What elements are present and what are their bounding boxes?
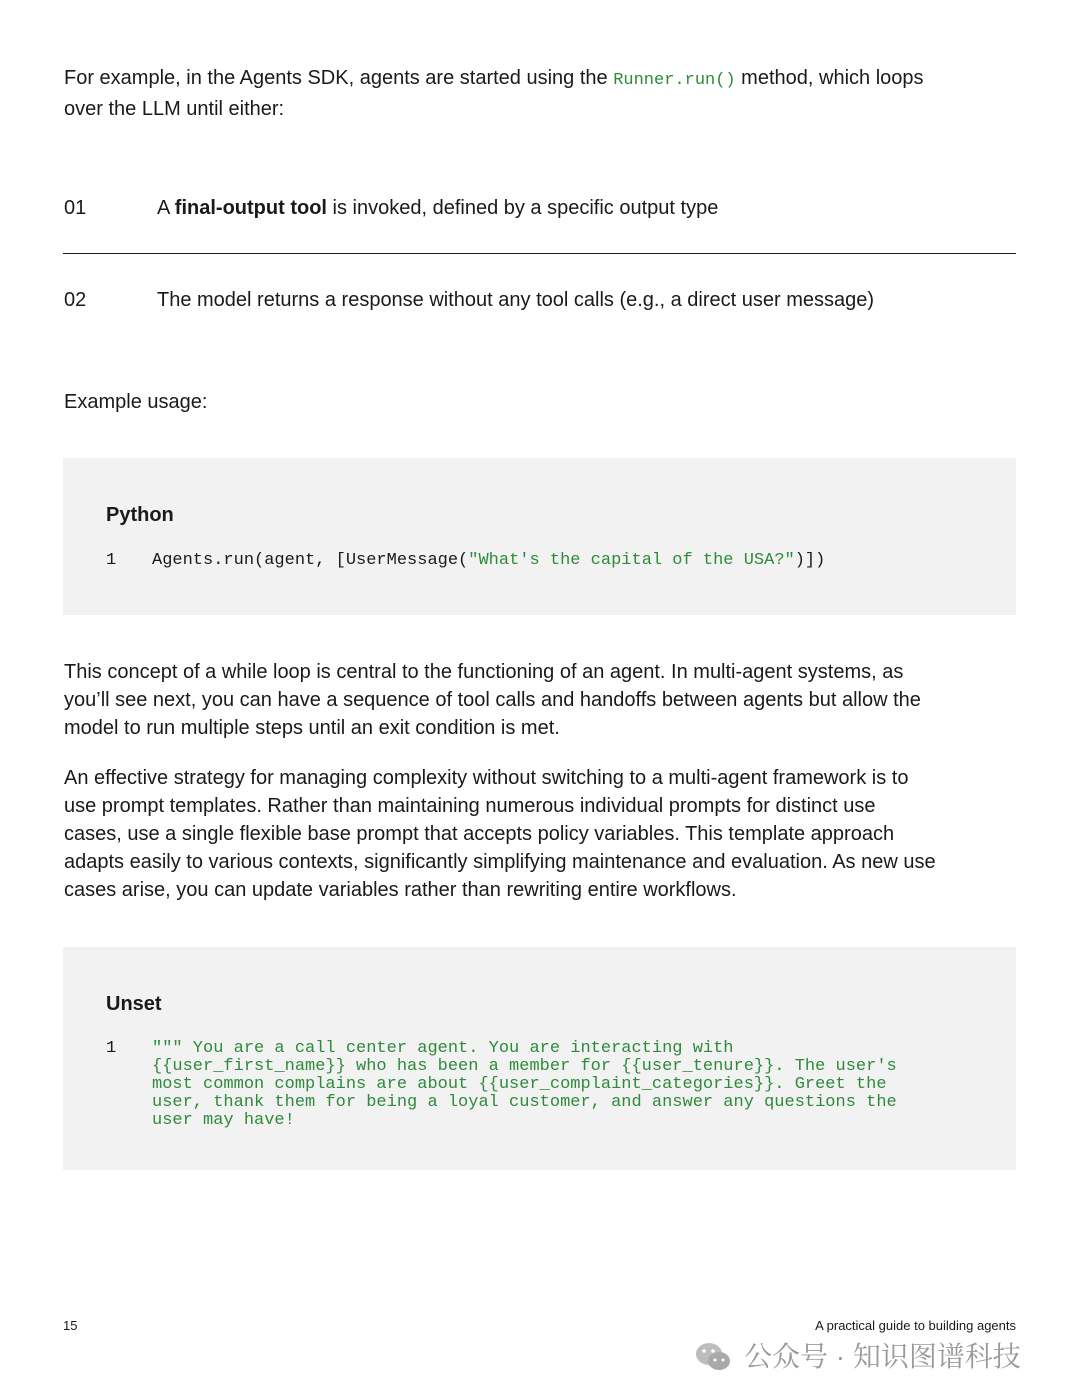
list-number-01: 01	[64, 197, 87, 219]
watermark-text: 公众号 · 知识图谱科技	[744, 1341, 1021, 1372]
code-template-line: most common complains are about {{user_complaint_categories}}. Greet the	[152, 1075, 887, 1094]
para2-line: cases, use a single flexible base prompt that accepts policy variables. This template approach	[64, 823, 895, 845]
para2-line: An effective strategy for managing complexity without switching to a multi-agent framework is to	[64, 767, 909, 789]
footer-title: A practical guide to building agents	[815, 1318, 1016, 1333]
inline-code-runner-run: Runner.run()	[613, 71, 736, 90]
code-line-number: 1	[106, 1039, 117, 1058]
para1-line: you’ll see next, you can have a sequence of tool calls and handoffs between agents but allow the	[64, 689, 921, 711]
code-language-label: Unset	[106, 993, 162, 1015]
para2-line: cases arise, you can update variables rather than rewriting entire workflows.	[64, 879, 737, 901]
example-usage-label: Example usage:	[64, 391, 208, 413]
code-template-text	[152, 1040, 897, 1130]
code-block-unset	[63, 947, 1016, 1170]
list-divider	[63, 253, 1016, 254]
code-post: )])	[794, 551, 826, 570]
intro-paragraph	[64, 64, 1024, 123]
list-item-02: The model returns a response without any tool calls (e.g., a direct user message)	[157, 289, 875, 311]
para1-line: This concept of a while loop is central to the functioning of an agent. In multi-agent systems, as	[64, 661, 904, 683]
paragraph-prompt-templates	[64, 764, 1024, 904]
intro-text-3: over the LLM until either:	[64, 98, 285, 120]
code-line	[152, 552, 825, 570]
para1-line: model to run multiple steps until an exit condition is met.	[64, 717, 560, 739]
list-item-01	[157, 194, 718, 222]
intro-text-2: method, which loops	[735, 67, 924, 89]
code-template-line: {{user_first_name}} who has been a member for {{user_tenure}}. The user's	[152, 1057, 897, 1076]
para2-line: use prompt templates. Rather than maintaining numerous individual prompts for distinct use	[64, 795, 876, 817]
paragraph-while-loop	[64, 658, 1024, 742]
page-number: 15	[63, 1318, 78, 1333]
list-number-02: 02	[64, 289, 87, 311]
code-block-python	[63, 458, 1016, 615]
code-template-line: user may have!	[152, 1111, 295, 1130]
code-template-line: """ You are a call center agent. You are interacting with	[152, 1039, 734, 1058]
code-pre: Agents.run(agent, [UserMessage(	[152, 551, 469, 570]
code-string: "What's the capital of the USA?"	[468, 551, 795, 570]
code-template-line: user, thank them for being a loyal customer, and answer any questions the	[152, 1093, 897, 1112]
intro-text-1: For example, in the Agents SDK, agents are started using the	[64, 67, 614, 89]
list-item-01-prefix: A	[157, 197, 175, 219]
wechat-icon	[694, 1340, 732, 1374]
list-item-01-rest: is invoked, defined by a specific output type	[326, 197, 719, 219]
code-language-label: Python	[106, 504, 174, 526]
list-item-01-bold: final-output tool	[174, 197, 327, 219]
code-line-number: 1	[106, 551, 117, 570]
para2-line: adapts easily to various contexts, significantly simplifying maintenance and evaluation. As new use	[64, 851, 936, 873]
